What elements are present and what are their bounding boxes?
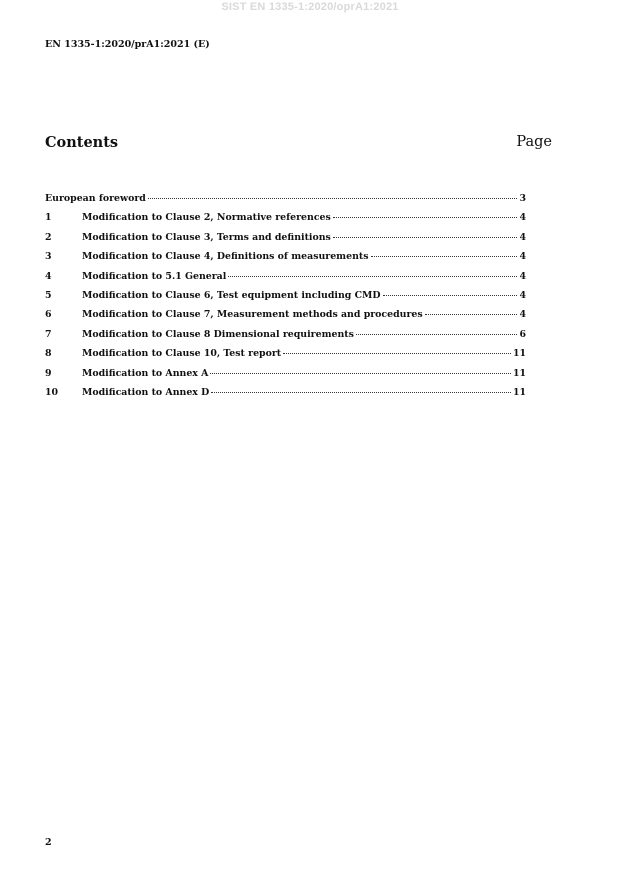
- toc-entry-number: 3: [45, 251, 52, 263]
- toc-entry-page: 11: [512, 367, 526, 379]
- page-column-heading: Page: [516, 134, 552, 150]
- toc-entry-1[interactable]: [45, 212, 526, 231]
- page-number: 2: [45, 837, 52, 848]
- toc-leader-dots: [333, 216, 518, 218]
- toc-leader-dots: [425, 313, 518, 315]
- toc-entry-4[interactable]: [45, 271, 526, 290]
- toc-entry-number: 9: [45, 367, 52, 379]
- toc-entry-title: Modification to Clause 8 Dimensional requirements: [82, 328, 354, 340]
- toc-entry-number: 2: [45, 231, 52, 243]
- toc-entry-title: Modification to Clause 3, Terms and definitions: [82, 231, 331, 243]
- toc-entry-page: 3: [519, 193, 526, 204]
- toc-entry-page: 4: [519, 231, 526, 243]
- toc-leader-dots: [333, 236, 518, 238]
- toc-entry-title: Modification to 5.1 General: [82, 270, 227, 282]
- toc-entry-page: 11: [512, 386, 526, 398]
- toc-entry-number: 8: [45, 348, 52, 360]
- toc-leader-dots: [371, 255, 518, 257]
- toc-leader-dots: [383, 294, 518, 296]
- toc-leader-dots: [211, 391, 511, 393]
- toc-entry-title: Modification to Clause 4, Definitions of measurements: [82, 251, 369, 263]
- toc-entry-title: European foreword: [45, 193, 146, 204]
- toc-leader-dots: [148, 197, 518, 199]
- toc-entry-page: 6: [519, 328, 526, 340]
- toc-entry-title: Modification to Clause 7, Measurement methods and procedures: [82, 309, 423, 321]
- contents-heading: Contents: [45, 134, 119, 151]
- toc-entry-title: Modification to Clause 10, Test report: [82, 348, 282, 360]
- toc-entry-page: 4: [519, 270, 526, 282]
- toc-entry-2[interactable]: [45, 232, 526, 251]
- toc-leader-dots: [356, 333, 518, 335]
- toc-entry-6[interactable]: [45, 309, 526, 328]
- toc-leader-dots: [210, 372, 511, 374]
- toc-entry-european-foreword[interactable]: [45, 193, 526, 212]
- toc-leader-dots: [228, 275, 517, 277]
- toc-entry-page: 4: [519, 289, 526, 301]
- toc-entry-title: Modification to Clause 6, Test equipment including CMD: [82, 289, 381, 301]
- toc-entry-title: Modification to Clause 2, Normative references: [82, 212, 331, 224]
- toc-entry-number: 5: [45, 289, 52, 301]
- toc-entry-page: 4: [519, 251, 526, 263]
- toc-entry-8[interactable]: [45, 348, 526, 367]
- toc-entry-7[interactable]: [45, 329, 526, 348]
- toc-entry-title: Modification to Annex D: [82, 386, 210, 398]
- toc-entry-number: 10: [45, 386, 59, 398]
- toc-leader-dots: [283, 352, 511, 354]
- toc-entry-number: 1: [45, 212, 52, 224]
- toc-entry-page: 11: [512, 348, 526, 360]
- toc-entry-number: 4: [45, 270, 52, 282]
- toc-entry-5[interactable]: [45, 290, 526, 309]
- toc-entry-10[interactable]: [45, 387, 526, 406]
- watermark: SIST EN 1335-1:2020/oprA1:2021: [221, 1, 399, 13]
- toc-entry-number: 6: [45, 309, 52, 321]
- toc-entry-page: 4: [519, 212, 526, 224]
- table-of-contents: [45, 193, 526, 406]
- toc-entry-number: 7: [45, 328, 52, 340]
- toc-entry-3[interactable]: [45, 251, 526, 270]
- toc-entry-page: 4: [519, 309, 526, 321]
- document-identifier: EN 1335-1:2020/prA1:2021 (E): [45, 39, 210, 50]
- toc-entry-title: Modification to Annex A: [82, 367, 209, 379]
- toc-entry-9[interactable]: [45, 368, 526, 387]
